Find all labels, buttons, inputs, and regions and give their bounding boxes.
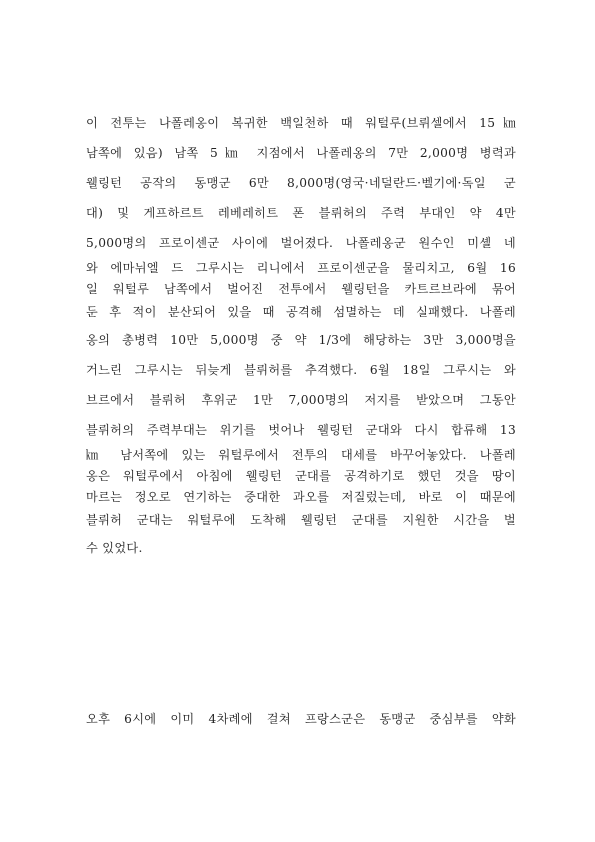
text-line: 남쪽에 있음) 남쪽 5㎞ 지점에서 나폴레옹의 7만 2,000명 병력과	[86, 146, 516, 160]
paragraph-2	[86, 704, 516, 734]
text-line: 마르는 정오로 연기하는 중대한 과오를 저질렀는데, 바로 이 때문에	[86, 490, 516, 504]
text-line: 이 전투는 나폴레옹이 복귀한 백일천하 때 워털루(브뤼셀에서 15㎞	[86, 116, 516, 130]
text-line: 와 에마뉘엘 드 그루시는 리니에서 프로이센군을 물리치고, 6월 16	[86, 261, 516, 275]
text-line: 브르에서 블뤼허 후위군 1만 7,000명의 저지를 받았으며 그동안	[86, 393, 516, 407]
text-line: 오후 6시에 이미 4차례에 걸쳐 프랑스군은 동맹군 중심부를 약화	[86, 712, 516, 726]
text-line: 웰링턴 공작의 동맹군 6만 8,000명(영국·네덜란드·벨기에·독일 군	[86, 176, 516, 190]
text-line: 일 워털루 남쪽에서 벌어진 전투에서 웰링턴을 카트르브라에 묶어	[86, 282, 516, 296]
paragraph-1	[86, 108, 516, 563]
text-line: 거느린 그루시는 뒤늦게 블뤼허를 추격했다. 6월 18일 그루시는 와	[86, 363, 516, 377]
text-line: 블뤼허 군대는 워털루에 도착해 웰링턴 군대를 지원한 시간을 벌	[86, 513, 516, 527]
text-line: 대) 및 게프하르트 레베레히트 폰 블뤼허의 주력 부대인 약 4만	[86, 206, 516, 220]
text-line: 옹은 워털루에서 아침에 웰링턴 군대를 공격하기로 했던 것을 땅이	[86, 469, 516, 483]
text-line: 수 있었다.	[86, 541, 143, 555]
text-line: 블뤼허의 주력부대는 위기를 벗어나 웰링턴 군대와 다시 합류해 13	[86, 423, 516, 437]
text-line: ㎞ 남서쪽에 있는 워털루에서 전투의 대세를 바꾸어놓았다. 나폴레	[86, 448, 516, 462]
text-line: 둔 후 적이 분산되어 있을 때 공격해 섬멸하는 데 실패했다. 나폴레	[86, 305, 516, 319]
text-line: 5,000명의 프로이센군 사이에 벌어졌다. 나폴레옹군 원수인 미셸 네	[86, 236, 516, 250]
text-line: 옹의 총병력 10만 5,000명 중 약 1/3에 해당하는 3만 3,000명을	[86, 333, 516, 347]
